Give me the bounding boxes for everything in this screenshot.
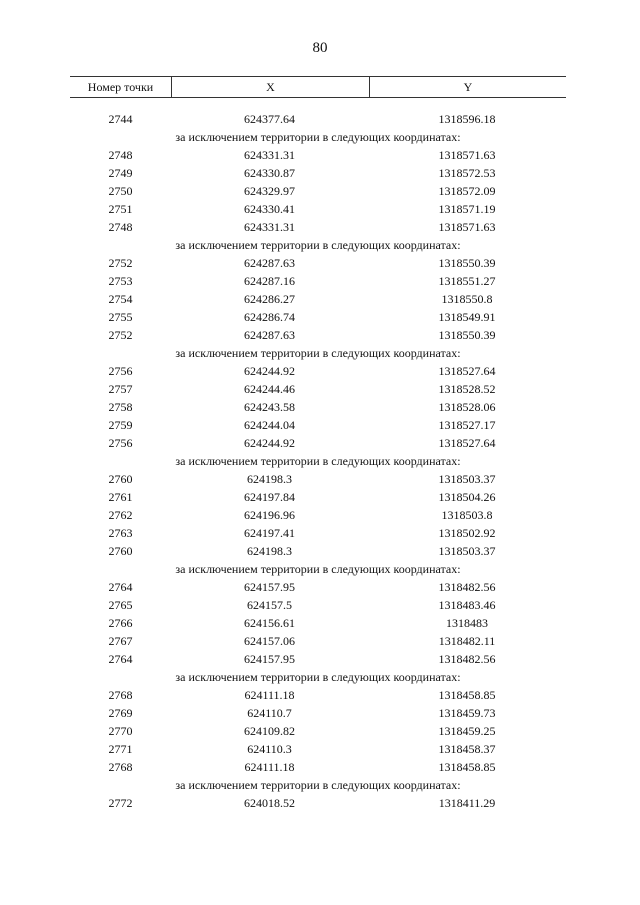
x-coordinate: 624110.3 (247, 742, 292, 756)
point-number: 2744 (108, 112, 133, 126)
x-coordinate: 624109.82 (244, 724, 295, 738)
table-row (70, 758, 566, 776)
table-row (70, 578, 566, 596)
y-coordinate: 1318527.17 (438, 418, 496, 432)
x-coordinate: 624331.31 (244, 220, 295, 234)
x-coordinate: 624018.52 (244, 796, 295, 810)
exclusion-note: за исключением территории в следующих координатах: (175, 562, 461, 576)
table-row (70, 740, 566, 758)
y-coordinate: 1318482.56 (438, 652, 496, 666)
column-header-x: X (172, 77, 370, 97)
y-coordinate: 1318459.73 (438, 706, 496, 720)
point-number: 2750 (108, 184, 133, 198)
point-number: 2767 (108, 634, 133, 648)
y-coordinate: 1318527.64 (438, 436, 496, 450)
exclusion-note: за исключением территории в следующих координатах: (175, 130, 461, 144)
table-row (70, 506, 566, 524)
y-coordinate: 1318528.52 (438, 382, 496, 396)
table-row (70, 326, 566, 344)
y-coordinate: 1318503.8 (441, 508, 493, 522)
point-number: 2769 (108, 706, 133, 720)
x-coordinate: 624331.31 (244, 148, 295, 162)
table-row (70, 254, 566, 272)
point-number: 2748 (108, 220, 133, 234)
x-coordinate: 624286.27 (244, 292, 295, 306)
x-coordinate: 624330.41 (244, 202, 295, 216)
x-coordinate: 624330.87 (244, 166, 295, 180)
y-coordinate: 1318571.63 (438, 148, 496, 162)
point-number: 2761 (108, 490, 133, 504)
x-coordinate: 624244.46 (244, 382, 295, 396)
x-coordinate: 624197.41 (244, 526, 295, 540)
point-number: 2757 (108, 382, 133, 396)
table-row (70, 488, 566, 506)
y-coordinate: 1318483 (446, 616, 488, 630)
table-row (70, 398, 566, 416)
coordinates-table-body (70, 110, 566, 812)
y-coordinate: 1318527.64 (438, 364, 496, 378)
point-number: 2766 (108, 616, 133, 630)
table-row (70, 722, 566, 740)
point-number: 2764 (108, 580, 133, 594)
x-coordinate: 624198.3 (247, 472, 292, 486)
table-header (70, 76, 566, 98)
y-coordinate: 1318551.27 (438, 274, 496, 288)
y-coordinate: 1318482.11 (438, 634, 496, 648)
table-row (70, 362, 566, 380)
table-row (70, 200, 566, 218)
y-coordinate: 1318571.19 (438, 202, 496, 216)
x-coordinate: 624243.58 (244, 400, 295, 414)
table-row (70, 794, 566, 812)
y-coordinate: 1318503.37 (438, 472, 496, 486)
point-number: 2760 (108, 544, 133, 558)
table-row (70, 110, 566, 128)
y-coordinate: 1318572.09 (438, 184, 496, 198)
point-number: 2752 (108, 328, 133, 342)
table-row (70, 290, 566, 308)
y-coordinate: 1318458.37 (438, 742, 496, 756)
x-coordinate: 624157.5 (247, 598, 292, 612)
y-coordinate: 1318572.53 (438, 166, 496, 180)
table-row (70, 416, 566, 434)
table-row (70, 470, 566, 488)
y-coordinate: 1318550.39 (438, 256, 496, 270)
table-row (70, 542, 566, 560)
x-coordinate: 624111.18 (244, 688, 295, 702)
x-coordinate: 624110.7 (247, 706, 292, 720)
point-number: 2752 (108, 256, 133, 270)
point-number: 2770 (108, 724, 133, 738)
y-coordinate: 1318458.85 (438, 688, 496, 702)
y-coordinate: 1318482.56 (438, 580, 496, 594)
column-header-point-number: Номер точки (70, 77, 172, 97)
point-number: 2748 (108, 148, 133, 162)
x-coordinate: 624244.92 (244, 436, 295, 450)
table-row (70, 686, 566, 704)
x-coordinate: 624329.97 (244, 184, 295, 198)
y-coordinate: 1318596.18 (438, 112, 496, 126)
y-coordinate: 1318550.8 (441, 292, 493, 306)
x-coordinate: 624157.06 (244, 634, 295, 648)
x-coordinate: 624198.3 (247, 544, 292, 558)
y-coordinate: 1318459.25 (438, 724, 496, 738)
x-coordinate: 624196.96 (244, 508, 295, 522)
y-coordinate: 1318411.29 (438, 796, 496, 810)
table-row (70, 146, 566, 164)
table-row (70, 632, 566, 650)
table-row (70, 650, 566, 668)
y-coordinate: 1318502.92 (438, 526, 496, 540)
point-number: 2751 (108, 202, 133, 216)
table-row (70, 434, 566, 452)
exclusion-note: за исключением территории в следующих координатах: (175, 670, 461, 684)
x-coordinate: 624286.74 (244, 310, 295, 324)
point-number: 2763 (108, 526, 133, 540)
point-number: 2755 (108, 310, 133, 324)
table-row (70, 704, 566, 722)
y-coordinate: 1318549.91 (438, 310, 496, 324)
point-number: 2764 (108, 652, 133, 666)
x-coordinate: 624287.16 (244, 274, 295, 288)
point-number: 2756 (108, 436, 133, 450)
point-number: 2768 (108, 688, 133, 702)
x-coordinate: 624157.95 (244, 580, 295, 594)
x-coordinate: 624287.63 (244, 256, 295, 270)
table-row (70, 164, 566, 182)
table-row (70, 182, 566, 200)
exclusion-note: за исключением территории в следующих координатах: (175, 454, 461, 468)
x-coordinate: 624287.63 (244, 328, 295, 342)
x-coordinate: 624111.18 (244, 760, 295, 774)
point-number: 2762 (108, 508, 133, 522)
table-row (70, 614, 566, 632)
y-coordinate: 1318503.37 (438, 544, 496, 558)
point-number: 2749 (108, 166, 133, 180)
point-number: 2772 (108, 796, 133, 810)
y-coordinate: 1318528.06 (438, 400, 496, 414)
point-number: 2765 (108, 598, 133, 612)
point-number: 2760 (108, 472, 133, 486)
point-number: 2753 (108, 274, 133, 288)
table-row (70, 218, 566, 236)
y-coordinate: 1318504.26 (438, 490, 496, 504)
point-number: 2759 (108, 418, 133, 432)
point-number: 2754 (108, 292, 133, 306)
column-header-y: Y (463, 79, 473, 94)
x-coordinate: 624244.92 (244, 364, 295, 378)
table-row (70, 272, 566, 290)
table-row (70, 308, 566, 326)
table-row (70, 524, 566, 542)
exclusion-note: за исключением территории в следующих координатах: (175, 778, 461, 792)
x-coordinate: 624156.61 (244, 616, 295, 630)
y-coordinate: 1318458.85 (438, 760, 496, 774)
exclusion-note: за исключением территории в следующих координатах: (175, 346, 461, 360)
point-number: 2771 (108, 742, 133, 756)
x-coordinate: 624377.64 (244, 112, 295, 126)
x-coordinate: 624244.04 (244, 418, 295, 432)
point-number: 2768 (108, 760, 133, 774)
exclusion-note: за исключением территории в следующих координатах: (175, 238, 461, 252)
x-coordinate: 624197.84 (244, 490, 295, 504)
y-coordinate: 1318571.63 (438, 220, 496, 234)
point-number: 2758 (108, 400, 133, 414)
y-coordinate: 1318483.46 (438, 598, 496, 612)
table-row (70, 596, 566, 614)
point-number: 2756 (108, 364, 133, 378)
table-row (70, 380, 566, 398)
y-coordinate: 1318550.39 (438, 328, 496, 342)
x-coordinate: 624157.95 (244, 652, 295, 666)
page-number: 80 (312, 40, 328, 56)
